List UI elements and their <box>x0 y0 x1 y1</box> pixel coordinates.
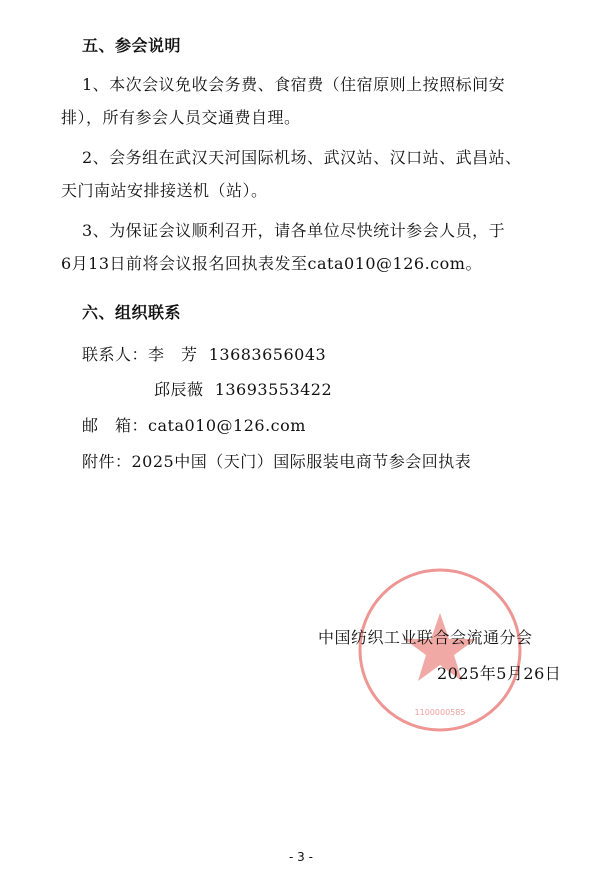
item-1-line-2: 排），所有参会人员交通费自理。 <box>61 108 301 127</box>
item-2-line-1: 2、会务组在武汉天河国际机场、武汉站、汉口站、武昌站、 <box>82 148 522 167</box>
contact-1-name: 李 芳 <box>148 345 198 364</box>
page-number: - 3 - <box>289 850 313 864</box>
item-3-line-1: 3、为保证会议顺利召开，请各单位尽快统计参会人员，于 <box>82 221 506 240</box>
contact-1-phone: 13683656043 <box>208 345 327 364</box>
contact-2-phone: 13693553422 <box>214 380 333 399</box>
contact-row-2 <box>154 380 332 400</box>
signature-date: 2025年5月26日 <box>437 664 562 683</box>
item-1-line-1: 1、本次会议免收会务费、食宿费（住宿原则上按照标间安 <box>82 75 506 94</box>
contact-row-1 <box>82 345 326 365</box>
contact-2-name: 邱辰薇 <box>154 380 204 399</box>
item-3-line-2: 6月13日前将会议报名回执表发至cata010@126.com。 <box>61 254 482 273</box>
signature-org: 中国纺织工业联合会流通分会 <box>318 628 533 647</box>
email-label: 邮 箱： <box>82 416 149 435</box>
contact-label: 联系人： <box>82 345 149 364</box>
attachment-line: 附件：2025中国（天门）国际服装电商节参会回执表 <box>82 452 472 471</box>
official-seal-icon <box>355 565 525 735</box>
svg-text:1100000585: 1100000585 <box>414 708 466 717</box>
email-row <box>82 416 306 436</box>
item-2-line-2: 天门南站安排接送机（站）。 <box>61 181 268 200</box>
email-value: cata010@126.com <box>148 416 306 435</box>
section-six-heading: 六、组织联系 <box>82 303 182 322</box>
section-five-heading: 五、参会说明 <box>82 36 182 55</box>
